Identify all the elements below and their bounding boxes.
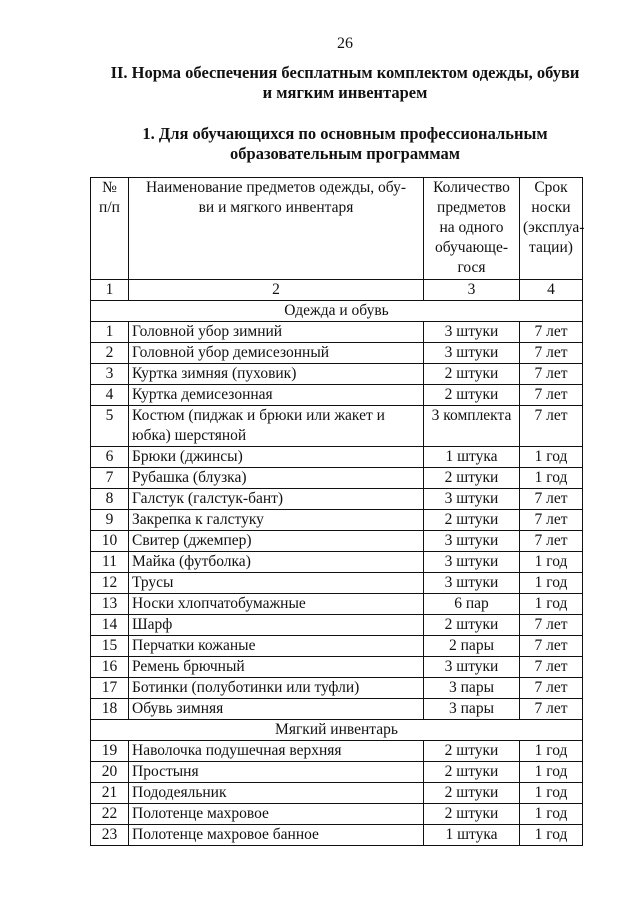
item-name: Полотенце махровое (129, 804, 424, 825)
table-body (91, 301, 583, 846)
item-name: Костюм (пиджак и брюки или жакет и юбка) шерстяной (129, 406, 424, 447)
item-quantity: 2 штуки (424, 615, 520, 636)
column-index: 1 (91, 280, 129, 301)
column-index-row (91, 280, 583, 301)
item-quantity: 2 штуки (424, 741, 520, 762)
item-name: Шарф (129, 615, 424, 636)
table-row (91, 364, 583, 385)
item-number: 7 (91, 468, 129, 489)
section-row (91, 301, 583, 322)
item-number: 13 (91, 594, 129, 615)
item-number: 8 (91, 489, 129, 510)
header-quantity-line: гося (457, 259, 486, 276)
item-term: 1 год (520, 573, 583, 594)
item-number: 16 (91, 657, 129, 678)
column-index: 4 (520, 280, 583, 301)
item-number: 20 (91, 762, 129, 783)
table-row (91, 804, 583, 825)
item-name: Головной убор зимний (129, 322, 424, 343)
item-term: 7 лет (520, 615, 583, 636)
section-row (91, 720, 583, 741)
item-number: 18 (91, 699, 129, 720)
item-term: 7 лет (520, 385, 583, 406)
table-header (91, 178, 583, 301)
item-number: 3 (91, 364, 129, 385)
item-name: Закрепка к галстуку (129, 510, 424, 531)
item-quantity: 1 штука (424, 447, 520, 468)
header-quantity-line: на одного (439, 219, 504, 236)
item-name: Носки хлопчатобумажные (129, 594, 424, 615)
item-term: 7 лет (520, 343, 583, 364)
item-term: 7 лет (520, 322, 583, 343)
column-index: 2 (129, 280, 424, 301)
item-number: 9 (91, 510, 129, 531)
item-term: 7 лет (520, 364, 583, 385)
item-number: 14 (91, 615, 129, 636)
item-number: 2 (91, 343, 129, 364)
table-row (91, 594, 583, 615)
item-term: 7 лет (520, 657, 583, 678)
table-row (91, 741, 583, 762)
header-quantity-line: предметов (437, 199, 506, 216)
table-row (91, 657, 583, 678)
table-row (91, 552, 583, 573)
header-name-line: Наименование предметов одежды, обу- (145, 179, 407, 196)
header-term-line: носки (531, 199, 571, 216)
item-quantity: 3 штуки (424, 531, 520, 552)
page-number: 26 (337, 35, 353, 52)
item-name: Обувь зимняя (129, 699, 424, 720)
table-row (91, 510, 583, 531)
item-term: 1 год (520, 552, 583, 573)
item-quantity: 2 штуки (424, 385, 520, 406)
section-heading-line-1: II. Норма обеспечения бесплатным комплектом одежды, обуви (110, 63, 580, 82)
item-quantity: 3 штуки (424, 489, 520, 510)
item-name: Брюки (джинсы) (129, 447, 424, 468)
section-title: Одежда и обувь (91, 301, 583, 322)
header-term (520, 178, 583, 280)
header-term-line: (эксплуа- (523, 219, 585, 236)
item-quantity: 1 штука (424, 825, 520, 846)
item-number: 1 (91, 322, 129, 343)
item-term: 7 лет (520, 699, 583, 720)
item-name: Свитер (джемпер) (129, 531, 424, 552)
table-row (91, 489, 583, 510)
table-row (91, 343, 583, 364)
table-row (91, 385, 583, 406)
item-term: 1 год (520, 741, 583, 762)
item-number: 23 (91, 825, 129, 846)
item-quantity: 3 комплекта (424, 406, 520, 447)
item-quantity: 3 пары (424, 699, 520, 720)
item-term: 7 лет (520, 678, 583, 699)
item-number: 21 (91, 783, 129, 804)
section-heading-line-2: и мягким инвентарем (262, 83, 428, 102)
item-number: 5 (91, 406, 129, 447)
item-number: 10 (91, 531, 129, 552)
item-number: 12 (91, 573, 129, 594)
table-row (91, 678, 583, 699)
subsection-heading (0, 124, 640, 164)
item-name: Простыня (129, 762, 424, 783)
item-name: Наволочка подушечная верхняя (129, 741, 424, 762)
item-term: 1 год (520, 804, 583, 825)
header-num (91, 178, 129, 280)
table-row (91, 406, 583, 447)
header-quantity-line: Количество (433, 179, 510, 196)
header-term-line: тации) (529, 239, 573, 256)
item-quantity: 2 штуки (424, 510, 520, 531)
table-row (91, 468, 583, 489)
item-quantity: 3 штуки (424, 657, 520, 678)
table-row (91, 447, 583, 468)
item-name: Майка (футболка) (129, 552, 424, 573)
table-row (91, 699, 583, 720)
item-quantity: 3 пары (424, 678, 520, 699)
item-name: Куртка демисезонная (129, 385, 424, 406)
header-num-line: № (102, 179, 117, 196)
table-row (91, 322, 583, 343)
item-name: Галстук (галстук-бант) (129, 489, 424, 510)
item-term: 1 год (520, 594, 583, 615)
item-quantity: 2 штуки (424, 762, 520, 783)
item-name: Перчатки кожаные (129, 636, 424, 657)
item-name: Головной убор демисезонный (129, 343, 424, 364)
item-term: 1 год (520, 825, 583, 846)
item-name: Ремень брючный (129, 657, 424, 678)
header-term-line: Срок (534, 179, 568, 196)
header-name (129, 178, 424, 280)
table-row (91, 762, 583, 783)
item-quantity: 3 штуки (424, 322, 520, 343)
item-term: 7 лет (520, 531, 583, 552)
item-term: 1 год (520, 783, 583, 804)
item-term: 7 лет (520, 636, 583, 657)
table-row (91, 531, 583, 552)
subsection-heading-line-1: 1. Для обучающихся по основным профессиональным (142, 124, 548, 143)
item-term: 1 год (520, 762, 583, 783)
table-row (91, 825, 583, 846)
item-term: 1 год (520, 468, 583, 489)
item-name: Ботинки (полуботинки или туфли) (129, 678, 424, 699)
item-number: 19 (91, 741, 129, 762)
table-row (91, 783, 583, 804)
item-number: 17 (91, 678, 129, 699)
norms-table (90, 177, 583, 846)
item-quantity: 2 штуки (424, 468, 520, 489)
item-quantity: 3 штуки (424, 573, 520, 594)
section-heading (0, 63, 640, 103)
item-quantity: 2 штуки (424, 804, 520, 825)
header-row (91, 178, 583, 280)
item-name: Полотенце махровое банное (129, 825, 424, 846)
section-title: Мягкий инвентарь (91, 720, 583, 741)
item-number: 11 (91, 552, 129, 573)
item-quantity: 2 штуки (424, 783, 520, 804)
header-name-line: ви и мягкого инвентаря (198, 199, 354, 216)
header-quantity-line: обучающе- (434, 239, 509, 256)
item-number: 15 (91, 636, 129, 657)
item-name: Трусы (129, 573, 424, 594)
item-number: 22 (91, 804, 129, 825)
item-quantity: 2 пары (424, 636, 520, 657)
item-name: Пододеяльник (129, 783, 424, 804)
header-quantity (424, 178, 520, 280)
table-row (91, 636, 583, 657)
item-quantity: 6 пар (424, 594, 520, 615)
item-number: 6 (91, 447, 129, 468)
item-number: 4 (91, 385, 129, 406)
header-num-line: п/п (99, 199, 120, 216)
column-index: 3 (424, 280, 520, 301)
item-quantity: 3 штуки (424, 552, 520, 573)
table-row (91, 615, 583, 636)
table-row (91, 573, 583, 594)
item-name: Рубашка (блузка) (129, 468, 424, 489)
item-quantity: 2 штуки (424, 364, 520, 385)
item-term: 7 лет (520, 510, 583, 531)
item-term: 7 лет (520, 406, 583, 447)
subsection-heading-line-2: образовательным программам (230, 144, 460, 163)
item-quantity: 3 штуки (424, 343, 520, 364)
item-name: Куртка зимняя (пуховик) (129, 364, 424, 385)
item-term: 1 год (520, 447, 583, 468)
item-term: 7 лет (520, 489, 583, 510)
